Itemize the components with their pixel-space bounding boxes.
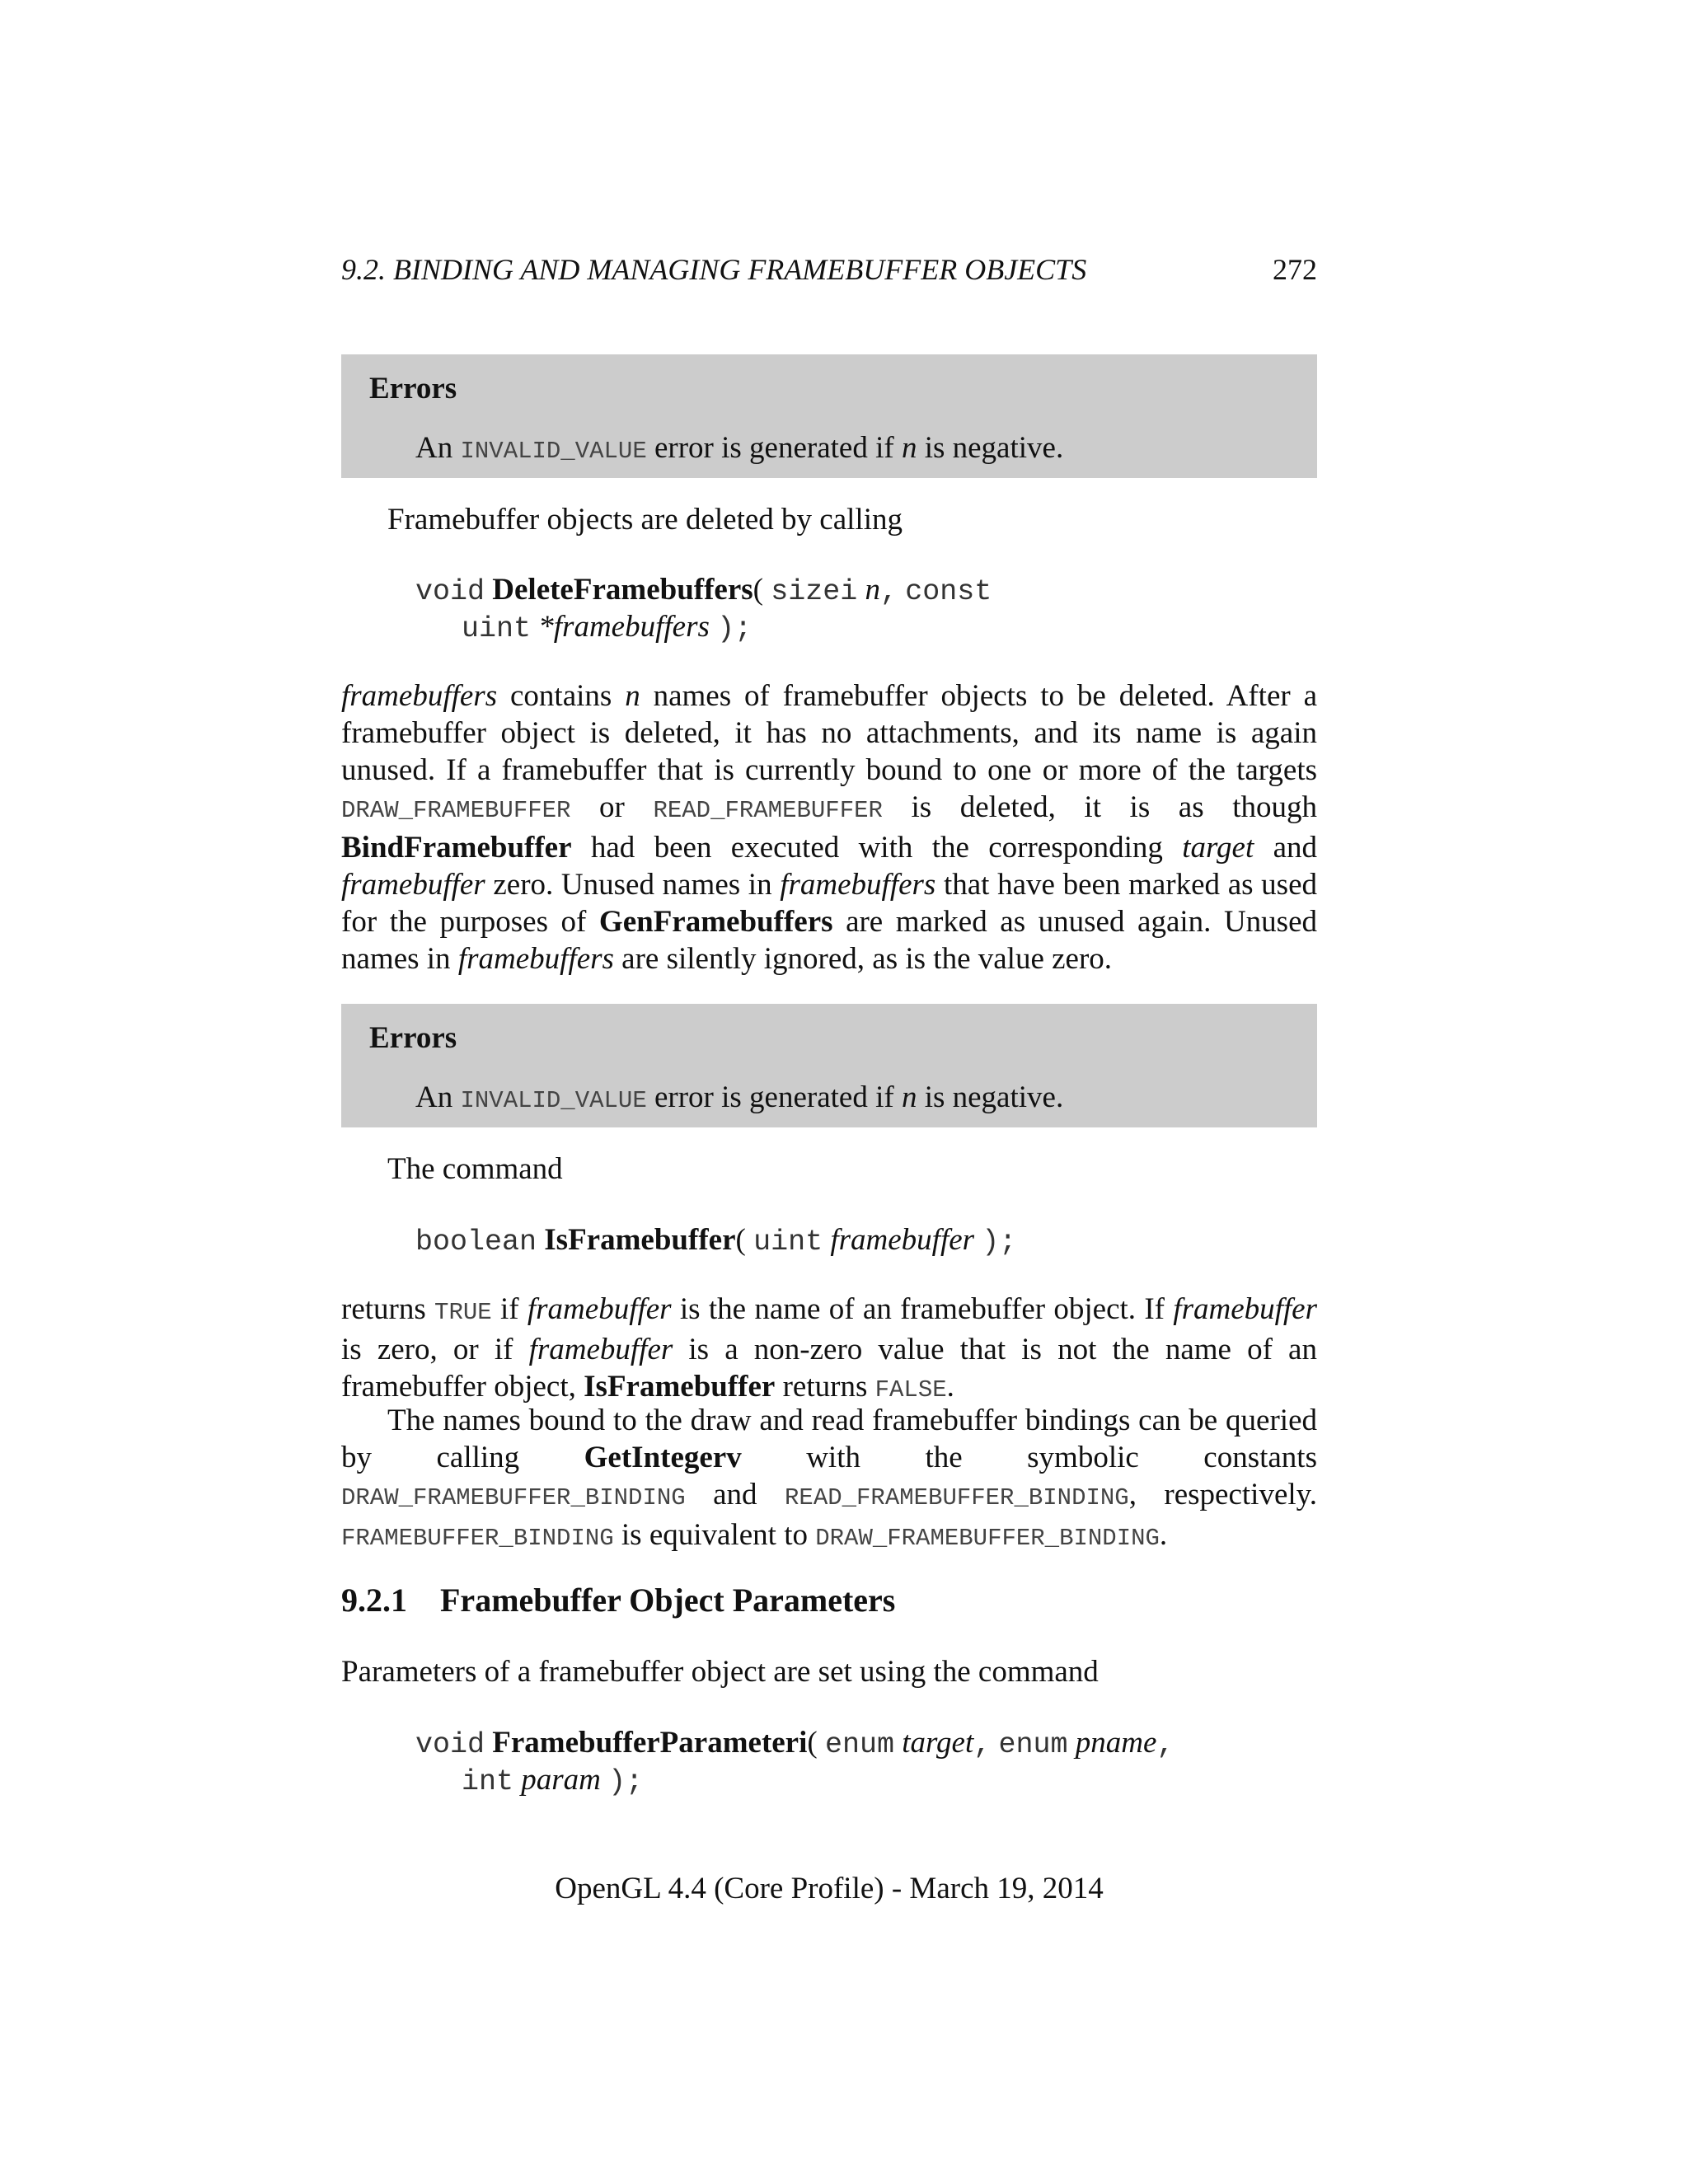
constant: FALSE — [874, 1376, 947, 1404]
text: that have been marked as used for the purposes of — [341, 868, 1317, 939]
text: and — [1254, 831, 1317, 865]
function-ref: GenFramebuffers — [598, 905, 833, 939]
text: is the name of an framebuffer object. If — [671, 1292, 1174, 1326]
names-description — [341, 1402, 1317, 1557]
param-name: framebuffer — [830, 1223, 975, 1257]
paren: ( — [753, 573, 763, 607]
function-ref: BindFramebuffer — [341, 831, 572, 865]
paren-close: ); — [717, 612, 753, 645]
var: framebuffer — [341, 868, 485, 902]
text: . — [1159, 1518, 1168, 1552]
var: framebuffers — [457, 942, 614, 976]
text: error is generated if — [654, 431, 894, 465]
param-name: *framebuffers — [538, 610, 710, 644]
function-ref: IsFramebuffer — [584, 1370, 776, 1404]
text: is equivalent to — [613, 1518, 816, 1552]
var: framebuffer — [1173, 1292, 1317, 1326]
delete-description — [341, 677, 1317, 977]
text: is negative. — [924, 431, 1064, 465]
param-name: target — [902, 1726, 974, 1760]
var: framebuffers — [341, 679, 498, 713]
text: returns — [341, 1292, 435, 1326]
delete-prototype-line1 — [415, 571, 992, 611]
constant: DRAW_FRAMEBUFFER_BINDING — [341, 1484, 686, 1511]
paren-close: ); — [982, 1226, 1017, 1258]
constant: INVALID_VALUE — [460, 438, 647, 465]
text: contains — [497, 679, 626, 713]
return-type: boolean — [415, 1226, 537, 1258]
running-header — [341, 252, 1317, 293]
constant: DRAW_FRAMEBUFFER_BINDING — [815, 1525, 1160, 1552]
param-type: uint — [753, 1226, 823, 1258]
text: , respectively. — [1128, 1478, 1317, 1511]
subsection-title: Framebuffer Object Parameters — [440, 1582, 896, 1619]
is-prototype — [415, 1221, 1016, 1261]
var: target — [1182, 831, 1254, 865]
return-type: void — [415, 1728, 485, 1761]
var: n — [625, 679, 640, 713]
constant: READ_FRAMEBUFFER — [653, 797, 883, 824]
text: zero. Unused names in — [485, 868, 781, 902]
function-name: DeleteFramebuffers — [492, 573, 753, 607]
error-description — [415, 430, 1063, 466]
comma: , — [973, 1728, 992, 1761]
text: are marked as unused again. Unused names in — [341, 905, 1317, 976]
function-ref: GetIntegerv — [584, 1441, 742, 1474]
text: and — [685, 1478, 785, 1511]
constant: TRUE — [434, 1299, 492, 1326]
var: framebuffer — [528, 1333, 673, 1366]
constant: DRAW_FRAMEBUFFER — [341, 797, 571, 824]
text: is a non-zero value that is not the name of an framebuffer object, — [341, 1333, 1317, 1404]
errors-title: Errors — [369, 1021, 457, 1055]
text: error is generated if — [654, 1080, 894, 1114]
page-footer: OpenGL 4.4 (Core Profile) - March 19, 2014 — [555, 1872, 1104, 1905]
text: or — [570, 790, 654, 824]
text: is negative. — [924, 1080, 1064, 1114]
header-section-title: 9.2. BINDING AND MANAGING FRAMEBUFFER OBJECTS — [341, 253, 1087, 286]
variable: n — [901, 431, 917, 465]
text: returns — [775, 1370, 875, 1404]
delete-intro: Framebuffer objects are deleted by calling — [387, 503, 903, 537]
text: is zero, or if — [341, 1333, 529, 1366]
text: if — [491, 1292, 528, 1326]
subsection-number: 9.2.1 — [341, 1582, 407, 1619]
param-type: enum — [824, 1728, 894, 1761]
param-type: sizei — [771, 575, 858, 608]
var: framebuffers — [780, 868, 936, 902]
param-qualifier: const — [905, 575, 992, 608]
text: with the symbolic constants — [741, 1441, 1317, 1474]
param-type: uint — [462, 612, 532, 645]
variable: n — [901, 1080, 917, 1114]
error-description — [415, 1080, 1063, 1115]
function-name: IsFramebuffer — [544, 1223, 736, 1257]
delete-prototype-line2 — [462, 608, 752, 648]
is-intro: The command — [387, 1152, 563, 1186]
errors-box — [341, 354, 1317, 478]
return-type: void — [415, 575, 485, 608]
text: are silently ignored, as is the value zero. — [613, 942, 1113, 976]
text: The names bound to the draw and read framebuffer bindings can be queried by calling — [341, 1404, 1317, 1474]
errors-box — [341, 1004, 1317, 1127]
text: An — [415, 1080, 453, 1114]
param-type: enum — [998, 1728, 1068, 1761]
paren: ( — [807, 1726, 818, 1760]
document-page — [341, 0, 1317, 2184]
params-prototype-line1 — [415, 1724, 1174, 1764]
text: An — [415, 431, 453, 465]
param-type: int — [462, 1765, 514, 1798]
subsection-heading — [341, 1581, 895, 1619]
comma: , — [880, 575, 898, 608]
text: had been executed with the corresponding — [571, 831, 1183, 865]
constant: INVALID_VALUE — [460, 1087, 647, 1114]
text: . — [946, 1370, 954, 1404]
text: is deleted, it is as though — [882, 790, 1317, 824]
constant: READ_FRAMEBUFFER_BINDING — [785, 1484, 1129, 1511]
params-intro: Parameters of a framebuffer object are set using the command — [341, 1655, 1099, 1689]
page-number: 272 — [1273, 253, 1317, 286]
var: framebuffer — [527, 1292, 672, 1326]
comma: , — [1156, 1728, 1175, 1761]
param-name: param — [521, 1763, 601, 1797]
param-name: pname — [1075, 1726, 1157, 1760]
text: names of framebuffer objects to be deleted. After a framebuffer object is deleted, it has no attachments, and its name is again unused. If a framebuffer that is currently bound to one or more of the targets — [341, 679, 1317, 787]
function-name: FramebufferParameteri — [492, 1726, 808, 1760]
param-name: n — [865, 573, 881, 607]
is-description — [341, 1291, 1317, 1408]
paren: ( — [735, 1223, 746, 1257]
paren-close: ); — [608, 1765, 644, 1798]
errors-title: Errors — [369, 372, 457, 405]
constant: FRAMEBUFFER_BINDING — [341, 1525, 614, 1552]
params-prototype-line2 — [462, 1761, 643, 1801]
